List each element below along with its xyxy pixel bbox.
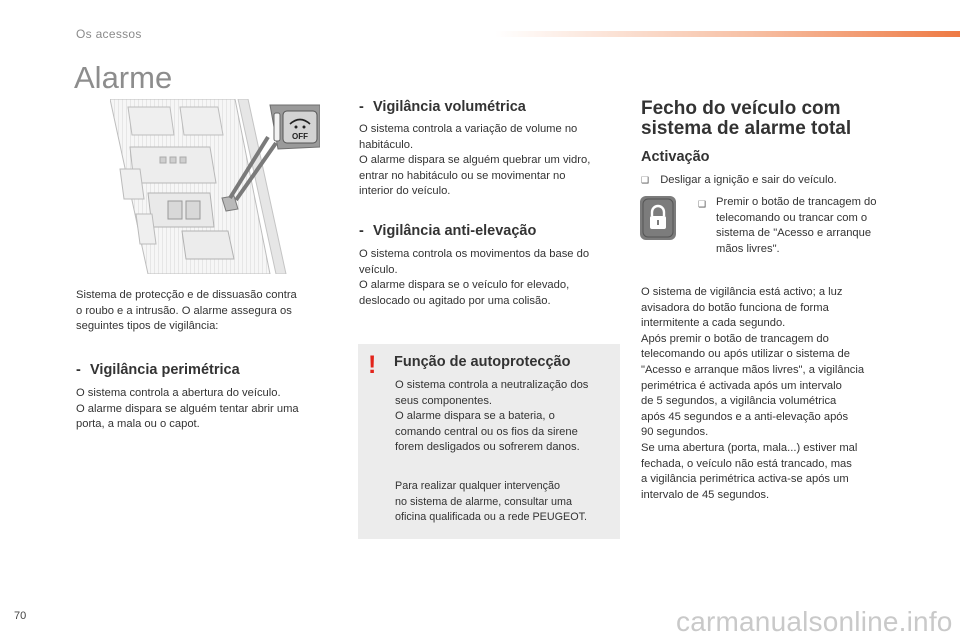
- section-label: Os acessos: [76, 27, 142, 41]
- header-accent-bar: [495, 31, 960, 37]
- warning-title: Função de autoprotecção: [394, 354, 571, 370]
- alarm-button-illustration: [110, 99, 320, 274]
- intro-text: Sistema de protecção e de dissuasão contra o roubo e a intrusão. O alarme assegura os seguintes tipos de vigilância:: [76, 289, 297, 333]
- watermark: carmanualsonline.info: [676, 606, 953, 637]
- perimetrica-text: O sistema controla a abertura do veículo. O alarme dispara se alguém tentar abrir uma porta, a mala ou o capot.: [76, 387, 299, 431]
- bullet-icon: ❑: [641, 175, 650, 185]
- warning-text: O sistema controla a neutralização dos seus componentes. O alarme dispara se a bateria, o comando central ou os fios da sirene forem desligados ou sofrerem danos.: [395, 379, 589, 454]
- activacao-subheading: Activação: [641, 149, 710, 165]
- page-number: 70: [14, 610, 27, 622]
- lock-button-icon: [640, 196, 676, 240]
- warning-icon: !: [368, 351, 377, 379]
- activacao-step-2: Premir o botão de trancagem do telecomando ou trancar com o sistema de "Acesso e arranque mãos livres".: [716, 196, 877, 255]
- fecho-body-text: O sistema de vigilância está activo; a luz avisadora do botão funciona de forma intermitente a cada segundo. Após premir o botão de trancagem do telecomando ou após utilizar o sistema de "Acesso e arranque mãos livres", a vigilância perimétrica é activada após um intervalo de 5 segundos, a vigilância volumétrica após 45 segundos e a anti-elevação após 90 segundos. Se uma abertura (porta, mala...) estiver mal fechada, o veículo não está trancado, mas a vigilância perimétrica activa-se após um intervalo de 45 segundos.: [641, 286, 865, 501]
- perimetrica-heading: - Vigilância perimétrica: [76, 362, 240, 378]
- off-button-label: OFF: [292, 132, 308, 141]
- volumetrica-text: O sistema controla a variação de volume no habitáculo. O alarme dispara se alguém quebrar um vidro, entrar no habitáculo ou se movimentar no interior do veículo.: [359, 123, 591, 198]
- volumetrica-heading: - Vigilância volumétrica: [359, 99, 526, 115]
- page-title: Alarme: [74, 60, 173, 95]
- antielevacao-heading: - Vigilância anti-elevação: [359, 223, 537, 239]
- activacao-step-1: ❑ Desligar a ignição e sair do veículo.: [641, 174, 837, 186]
- antielevacao-text: O sistema controla os movimentos da base do veículo. O alarme dispara se o veículo for elevado, deslocado ou agitado por uma colisão.: [359, 248, 590, 307]
- fecho-heading: Fecho do veículo com sistema de alarme total: [641, 98, 852, 139]
- warning-note: Para realizar qualquer intervenção no sistema de alarme, consultar uma oficina qualificada ou a rede PEUGEOT.: [395, 480, 588, 524]
- bullet-icon: ❑: [698, 199, 707, 209]
